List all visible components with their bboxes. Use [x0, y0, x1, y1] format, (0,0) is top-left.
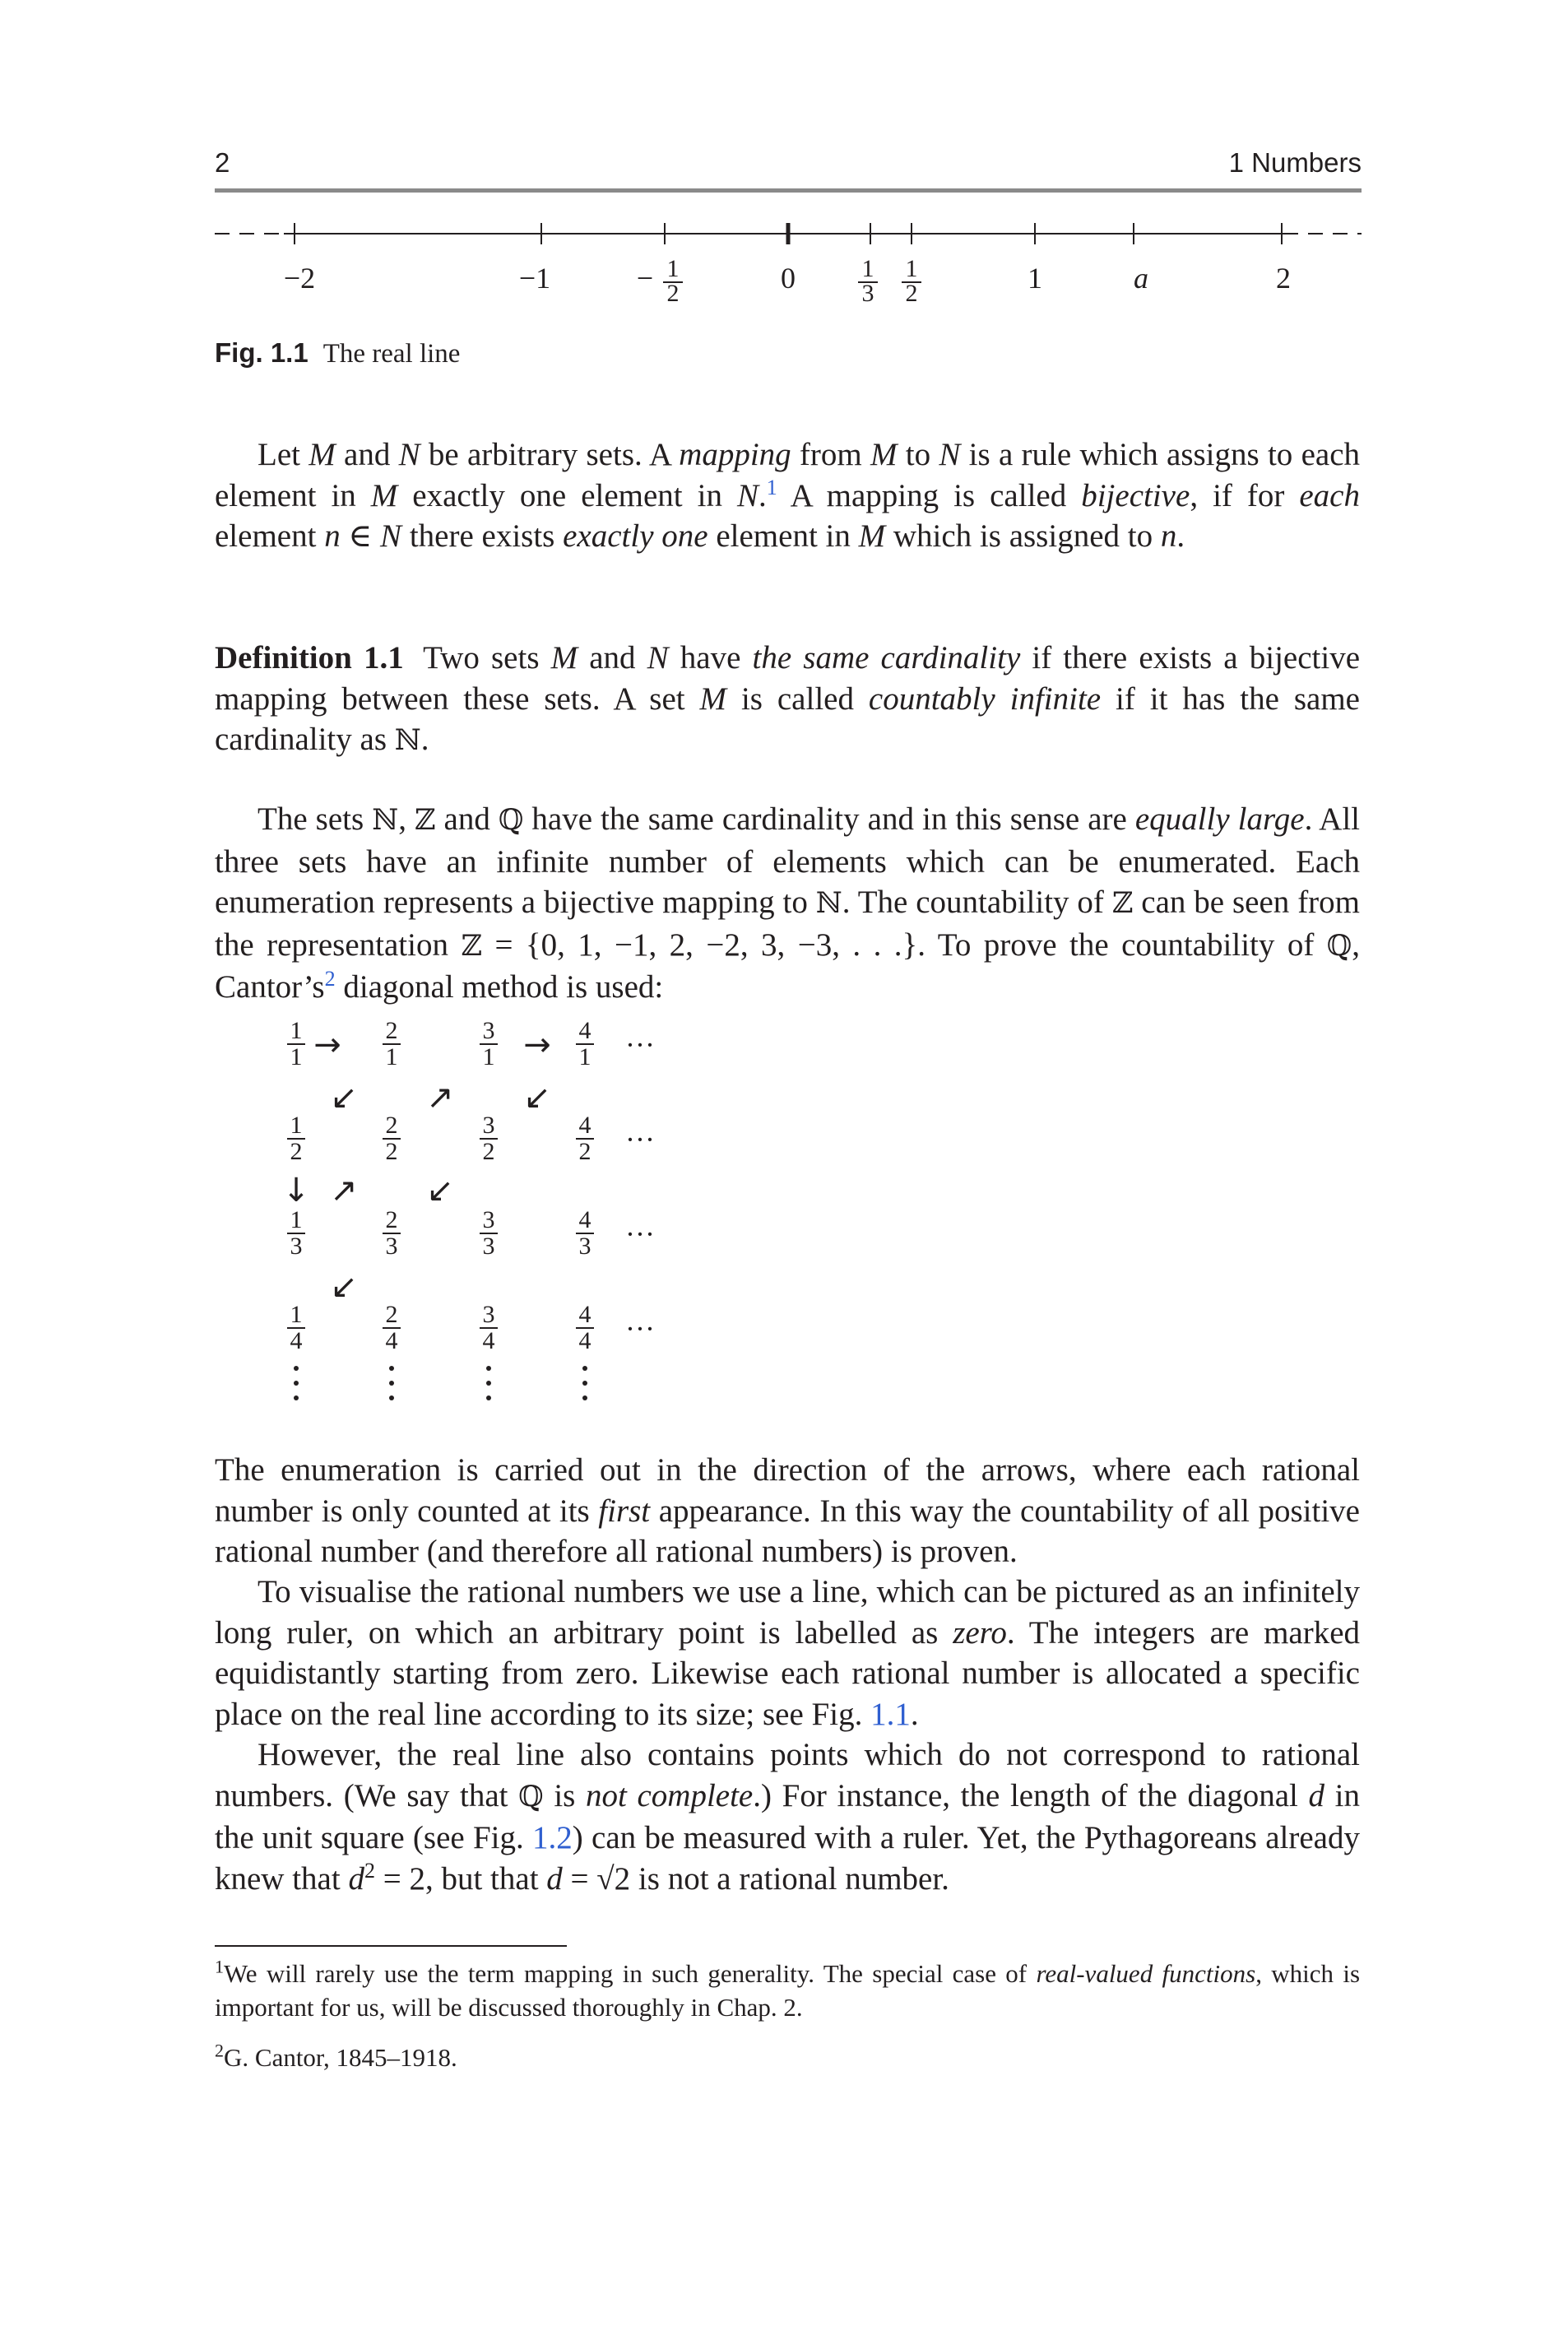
tick-label-a: a	[1134, 262, 1148, 295]
svg-text:1: 1	[290, 1206, 303, 1233]
svg-text:2: 2	[385, 1301, 398, 1328]
column-ellipsis-4	[582, 1366, 587, 1400]
svg-text:3: 3	[385, 1233, 398, 1260]
svg-text:2: 2	[385, 1017, 398, 1044]
arrow-down-left-2: ↙	[523, 1079, 551, 1117]
svg-text:2: 2	[385, 1112, 398, 1139]
fraction-1-over-4	[287, 1301, 305, 1354]
svg-text:4: 4	[482, 1327, 495, 1354]
svg-text:1: 1	[482, 1043, 495, 1070]
tick-label-one-half	[902, 255, 921, 307]
svg-text:4: 4	[385, 1327, 398, 1354]
svg-text:3: 3	[290, 1233, 303, 1260]
fraction-4-over-4	[576, 1301, 594, 1354]
arrow-down-left-3: ↙	[426, 1172, 454, 1210]
svg-text:4: 4	[578, 1112, 591, 1139]
svg-text:3: 3	[482, 1206, 495, 1233]
svg-text:1: 1	[578, 1043, 591, 1070]
svg-text:4: 4	[578, 1301, 591, 1328]
paragraph-cardinality: The sets ℕ, ℤ and ℚ have the same cardinality and in this sense are equally large. All three sets have an infinite number of elements which can be enumerated. Each enumeration represents a bijective mapping to ℕ. The countability of ℤ can be seen from the representation ℤ = {0, 1, −1, 2, −2, 3, −3, . . .}. To prove the countability of ℚ, Cantor’s$^2$ diagonal method is used:	[215, 801, 1361, 1005]
figure-caption	[215, 337, 460, 370]
header-rule	[215, 188, 1362, 193]
fraction-2-over-1	[383, 1017, 401, 1070]
figure-ref-1-2[interactable]: 1.2	[532, 1820, 573, 1855]
fraction-1-over-1	[287, 1017, 305, 1070]
footnote-2: $^2$G. Cantor, 1845–1918.	[215, 2040, 457, 2072]
tick-label-minus-1: −1	[518, 262, 551, 295]
fraction-3-over-3	[480, 1206, 498, 1260]
fraction-4-over-3	[576, 1206, 594, 1260]
footnote-ref-2[interactable]: 2	[324, 967, 336, 991]
tick-label-one-third	[858, 255, 878, 307]
figure-ref-1-1[interactable]: 1.1	[870, 1696, 911, 1732]
fraction-1-over-3	[287, 1206, 305, 1260]
row-ellipsis-1: ···	[625, 1029, 655, 1061]
arrow-up-right-1: ↗	[426, 1079, 454, 1117]
fraction-4-over-1	[576, 1017, 594, 1070]
running-head-chapter: 1 Numbers	[1228, 147, 1362, 178]
tick-label-minus-half	[637, 255, 683, 307]
fraction-2-over-2	[383, 1112, 401, 1165]
svg-text:4: 4	[578, 1017, 591, 1044]
tick-label-two: 2	[1276, 262, 1291, 295]
svg-text:4: 4	[290, 1327, 303, 1354]
page-number: 2	[215, 147, 230, 178]
footnote-1: $^1$We will rarely use the term mapping in such generality. The special case of real-valued functions, which is important for us, will be discussed thoroughly in Chap. 2.	[215, 1956, 1361, 2022]
arrow-down-left-1: ↙	[330, 1079, 358, 1117]
definition-label: Definition 1.1	[215, 640, 404, 676]
svg-text:1: 1	[861, 255, 874, 282]
arrow-up-right-2: ↗	[330, 1172, 358, 1210]
tick-label-zero: 0	[781, 262, 796, 295]
svg-text:3: 3	[578, 1233, 591, 1260]
paragraph-mapping: Let M and N be arbitrary sets. A mapping from M to N is a rule which assigns to each element in M exactly one element in N.$^1$ A mapping is called bijective, if for each element n ∈ N there exists exactly one element in M which is assigned to n.	[215, 437, 1361, 554]
svg-text:1: 1	[290, 1112, 303, 1139]
svg-text:1: 1	[290, 1017, 303, 1044]
svg-text:1: 1	[666, 255, 680, 282]
svg-text:4: 4	[578, 1206, 591, 1233]
figure-label: Fig. 1.1	[215, 337, 308, 368]
fraction-4-over-2	[576, 1112, 594, 1165]
svg-text:2: 2	[666, 280, 680, 307]
svg-text:2: 2	[385, 1138, 398, 1165]
arrow-down-left-4: ↙	[330, 1268, 358, 1306]
svg-text:3: 3	[482, 1301, 495, 1328]
column-ellipsis-2	[389, 1366, 394, 1400]
column-ellipsis-3	[486, 1366, 491, 1400]
fraction-2-over-3	[383, 1206, 401, 1260]
svg-text:2: 2	[578, 1138, 591, 1165]
fraction-3-over-4	[480, 1301, 498, 1354]
svg-text:2: 2	[905, 280, 918, 307]
footnote-rule	[215, 1945, 567, 1947]
paragraph-not-complete: However, the real line also contains points which do not correspond to rational numbers. (We say that ℚ is not complete.) For instance, the length of the diagonal d in the unit square (see Fig. 1.2) can be measured with a ruler. Yet, the Pythagoreans already knew that $d^2 = 2$, but that d = √2 is not a rational number.	[215, 1737, 1361, 1897]
svg-text:−: −	[636, 262, 654, 295]
arrow-right-1: →	[313, 1026, 341, 1064]
svg-text:3: 3	[482, 1112, 495, 1139]
arrow-right-2: →	[523, 1026, 551, 1064]
svg-text:3: 3	[482, 1233, 495, 1260]
fraction-1-over-2	[287, 1112, 305, 1165]
fraction-3-over-1	[480, 1017, 498, 1070]
tick-label-minus-2: −2	[283, 262, 316, 295]
svg-text:3: 3	[861, 280, 874, 307]
svg-text:2: 2	[385, 1206, 398, 1233]
paragraph-enumeration: The enumeration is carried out in the direction of the arrows, where each rational number is only counted at its first appearance. In this way the countability of all positive rational number (and therefore all rational numbers) is proven.	[215, 1452, 1360, 1569]
tick-label-one: 1	[1028, 262, 1042, 295]
tick-labels	[284, 255, 1291, 307]
svg-text:4: 4	[578, 1327, 591, 1354]
arrow-down-1: ↓	[282, 1172, 310, 1210]
row-ellipsis-2: ···	[625, 1123, 655, 1156]
paragraph-visualise: To visualise the rational numbers we use a line, which can be pictured as an infinitely long ruler, on which an arbitrary point is labelled as zero. The integers are marked equidistantly starting from zero. Likewise each rational number is allocated a specific place on the real line according to its size; see Fig. 1.1.	[215, 1574, 1361, 1732]
svg-text:1: 1	[290, 1043, 303, 1070]
row-ellipsis-3: ···	[625, 1218, 655, 1251]
svg-text:1: 1	[905, 255, 918, 282]
definition-1-1: Definition 1.1 Two sets M and N have the same cardinality if there exists a bijective mapping between these sets. A set M is called countably infinite if it has the same cardinality as ℕ.	[215, 640, 1361, 757]
fraction-2-over-4	[383, 1301, 401, 1354]
svg-text:2: 2	[290, 1138, 303, 1165]
cantor-diagonal-diagram	[247, 1016, 707, 1415]
fraction-3-over-2	[480, 1112, 498, 1165]
svg-text:3: 3	[482, 1017, 495, 1044]
svg-text:1: 1	[385, 1043, 398, 1070]
footnote-ref-1[interactable]: 1	[766, 475, 777, 499]
svg-text:1: 1	[290, 1301, 303, 1328]
figure-caption-text: The real line	[322, 339, 461, 369]
column-ellipsis-1	[294, 1366, 299, 1400]
row-ellipsis-4: ···	[625, 1312, 655, 1345]
enumeration-arrows	[282, 1026, 551, 1306]
real-line-figure	[0, 197, 1568, 329]
svg-text:2: 2	[482, 1138, 495, 1165]
